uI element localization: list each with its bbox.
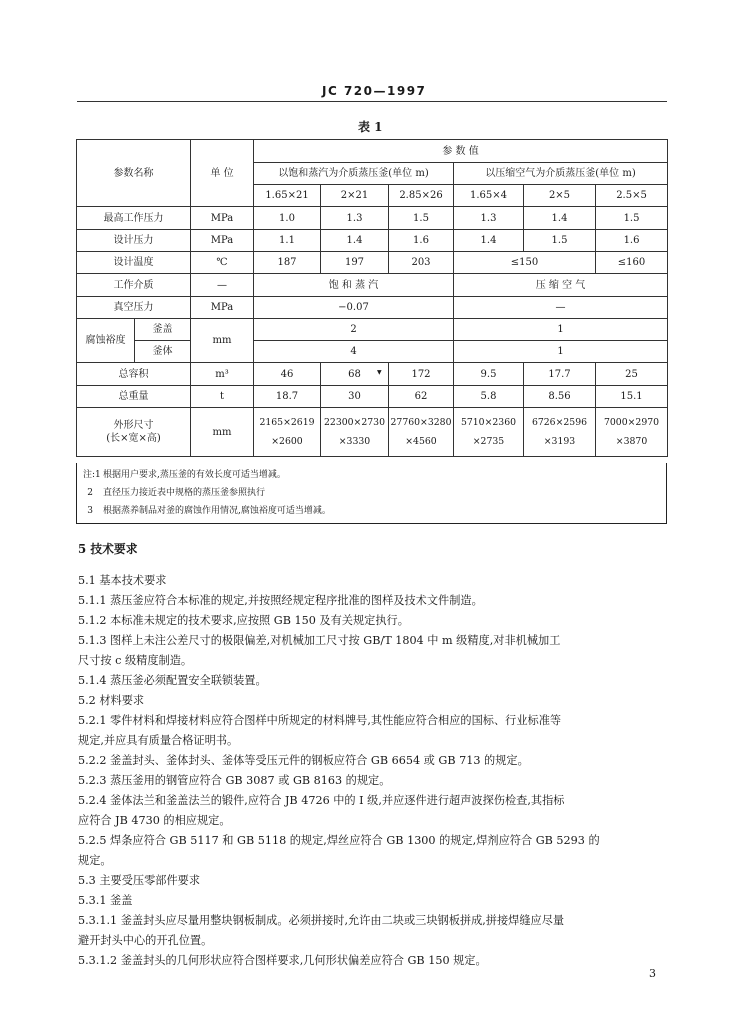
value-cell: — (454, 297, 668, 319)
value-cell: ≤160 (596, 252, 668, 274)
dims-top: 6726×2596 (531, 417, 588, 428)
row-label: 总容积 (77, 363, 191, 386)
value-cell: 1.1 (254, 230, 321, 252)
value-cell: 1.6 (389, 230, 454, 252)
value-cell: 4 (254, 341, 454, 363)
section-heading: 5 技术要求 (78, 542, 138, 556)
header-rule (77, 101, 667, 102)
value-cell (254, 408, 321, 457)
parameter-table (76, 139, 668, 457)
value-cell: 1.5 (524, 230, 596, 252)
dims-top: 27760×3280 (390, 417, 452, 428)
size-cell: 2×5 (524, 185, 596, 207)
value-cell: 46 (254, 363, 321, 386)
dims-bottom: ×3193 (543, 436, 576, 447)
row-unit: — (191, 274, 254, 297)
dims-bottom: ×4560 (405, 436, 437, 447)
table-row (77, 386, 668, 408)
table-row (77, 297, 668, 319)
clause-heading: 5.3 主要受压零部件要求 (78, 874, 201, 887)
row-label: 总重量 (77, 386, 191, 408)
row-label: 工作介质 (77, 274, 191, 297)
value-cell: 18.7 (254, 386, 321, 408)
value-cell (596, 408, 668, 457)
size-cell: 1.65×21 (254, 185, 321, 207)
value-cell: 2 (254, 319, 454, 341)
table-row (77, 207, 668, 230)
row-unit: m³ (191, 363, 254, 386)
value-cell: 30 (321, 386, 389, 408)
paragraph-line: 5.2.1 零件材料和焊接材料应符合图样中所规定的材料牌号,其性能应符合相应的国标、行业标准等 (78, 714, 562, 727)
row-unit: MPa (191, 207, 254, 230)
document-code: JC 720—1997 (322, 84, 427, 98)
table-row (77, 408, 668, 457)
dims-bottom: ×3330 (338, 436, 371, 447)
row-unit: mm (191, 408, 254, 457)
size-cell: 2×21 (321, 185, 389, 207)
dims-label-1: 外形尺寸 (113, 420, 154, 431)
table-notes (76, 463, 667, 524)
value-cell: 197 (321, 252, 389, 274)
paragraph-line: 避开封头中心的开孔位置。 (78, 934, 213, 947)
value-cell: ≤150 (454, 252, 596, 274)
paragraph-line: 尺寸按 c 级精度制造。 (78, 654, 193, 667)
table-row (77, 230, 668, 252)
paragraph-line: 5.3.1.1 釜盖封头应尽量用整块钢板制成。必须拼接时,允许由二块或三块钢板拼成,拼接焊缝应尽量 (78, 914, 565, 927)
table-row (77, 341, 668, 363)
paragraph-line: 5.1.3 图样上未注公差尺寸的极限偏差,对机械加工尺寸按 GB/T 1804 中 m 级精度,对非机械加工 (78, 634, 561, 647)
value-cell (454, 408, 524, 457)
row-label: 最高工作压力 (77, 207, 191, 230)
dims-bottom: ×2600 (271, 436, 303, 447)
value-cell: 1.3 (321, 207, 389, 230)
value-cell: 25 (596, 363, 668, 386)
row-label: 设计压力 (77, 230, 191, 252)
value-cell: 1.5 (389, 207, 454, 230)
stray-mark: ▼ (377, 369, 382, 376)
value-cell: 17.7 (524, 363, 596, 386)
paragraph-line: 规定,并应具有质量合格证明书。 (78, 734, 239, 747)
paragraph-line: 5.1.2 本标准未规定的技术要求,应按照 GB 150 及有关规定执行。 (78, 614, 409, 627)
dims-top: 7000×2970 (603, 417, 660, 428)
dims-top: 2165×2619 (259, 417, 315, 428)
clause-heading: 5.3.1 釜盖 (78, 894, 133, 907)
value-cell: 压 缩 空 气 (454, 274, 668, 297)
paragraph-line: 5.2.5 焊条应符合 GB 5117 和 GB 5118 的规定,焊丝应符合 GB 1300 的规定,焊剂应符合 GB 5293 的 (78, 834, 600, 847)
value-cell: 62 (389, 386, 454, 408)
clause-heading: 5.1 基本技术要求 (78, 574, 167, 587)
value-cell: 1.6 (596, 230, 668, 252)
value-cell: 1 (454, 319, 668, 341)
value-cell: 203 (389, 252, 454, 274)
note-3: 3 根据蒸养制品对釜的腐蚀作用情况,腐蚀裕度可适当增减。 (87, 506, 331, 516)
value-cell (321, 408, 389, 457)
value-cell (389, 408, 454, 457)
dims-top: 22300×2730 (323, 417, 386, 428)
page-number: 3 (649, 967, 656, 980)
value-cell (524, 408, 596, 457)
value-cell: 1.4 (454, 230, 524, 252)
size-cell: 1.65×4 (454, 185, 524, 207)
paragraph-line: 5.2.2 釜盖封头、釜体封头、釜体等受压元件的钢板应符合 GB 6654 或 GB 713 的规定。 (78, 754, 529, 767)
row-unit: MPa (191, 297, 254, 319)
value-cell: 187 (254, 252, 321, 274)
paragraph-line: 5.1.1 蒸压釜应符合本标准的规定,并按照经规定程序批准的图样及技术文件制造。 (78, 594, 483, 607)
value-cell: 1.5 (596, 207, 668, 230)
value-cell: −0.07 (254, 297, 454, 319)
row-sublabel: 釜盖 (135, 319, 191, 341)
paragraph-line: 5.1.4 蒸压釜必须配置安全联锁装置。 (78, 674, 267, 687)
value-cell: 8.56 (524, 386, 596, 408)
row-label: 真空压力 (77, 297, 191, 319)
group-steam: 以饱和蒸汽为介质蒸压釜(单位 m) (254, 163, 454, 185)
row-sublabel: 釜体 (135, 341, 191, 363)
table-row (77, 274, 668, 297)
header-param-name: 参数名称 (77, 140, 191, 207)
paragraph-line: 规定。 (78, 854, 112, 867)
value-cell: 1.3 (454, 207, 524, 230)
note-2: 2 直径压力接近表中规格的蒸压釜参照执行 (87, 488, 266, 498)
dims-bottom: ×2735 (472, 436, 505, 447)
row-label (77, 408, 191, 457)
value-cell: 1 (454, 341, 668, 363)
table-row (77, 252, 668, 274)
value-cell: 1.4 (524, 207, 596, 230)
row-unit: t (191, 386, 254, 408)
dims-bottom: ×3870 (615, 436, 648, 447)
clause-heading: 5.2 材料要求 (78, 694, 145, 707)
value-cell: 5.8 (454, 386, 524, 408)
paragraph-line: 应符合 JB 4730 的相应规定。 (78, 814, 231, 827)
value-cell: 15.1 (596, 386, 668, 408)
value-cell: 172 (389, 363, 454, 386)
paragraph-line: 5.2.4 釜体法兰和釜盖法兰的锻件,应符合 JB 4726 中的 Ⅰ 级,并应逐件进行超声波探伤检查,其指标 (78, 794, 565, 807)
value-cell: 9.5 (454, 363, 524, 386)
row-label: 腐蚀裕度 (77, 319, 135, 363)
row-unit: mm (191, 319, 254, 363)
header-param-values: 参 数 值 (254, 140, 668, 163)
table-row (77, 363, 668, 386)
size-cell: 2.85×26 (389, 185, 454, 207)
row-label: 设计温度 (77, 252, 191, 274)
value-cell: 68 (321, 363, 389, 386)
paragraph-line: 5.3.1.2 釜盖封头的几何形状应符合图样要求,几何形状偏差应符合 GB 150 规定。 (78, 954, 487, 967)
header-unit: 单 位 (191, 140, 254, 207)
dims-label-2: (长×宽×高) (106, 433, 161, 444)
note-1: 注:1 根据用户要求,蒸压釜的有效长度可适当增减。 (83, 470, 286, 480)
row-unit: ℃ (191, 252, 254, 274)
table-title: 表 1 (358, 120, 383, 134)
size-cell: 2.5×5 (596, 185, 668, 207)
value-cell: 饱 和 蒸 汽 (254, 274, 454, 297)
value-cell: 1.0 (254, 207, 321, 230)
dims-top: 5710×2360 (460, 417, 517, 428)
group-air: 以压缩空气为介质蒸压釜(单位 m) (454, 163, 668, 185)
paragraph-line: 5.2.3 蒸压釜用的钢管应符合 GB 3087 或 GB 8163 的规定。 (78, 774, 391, 787)
table-row (77, 319, 668, 341)
row-unit: MPa (191, 230, 254, 252)
value-cell: 1.4 (321, 230, 389, 252)
